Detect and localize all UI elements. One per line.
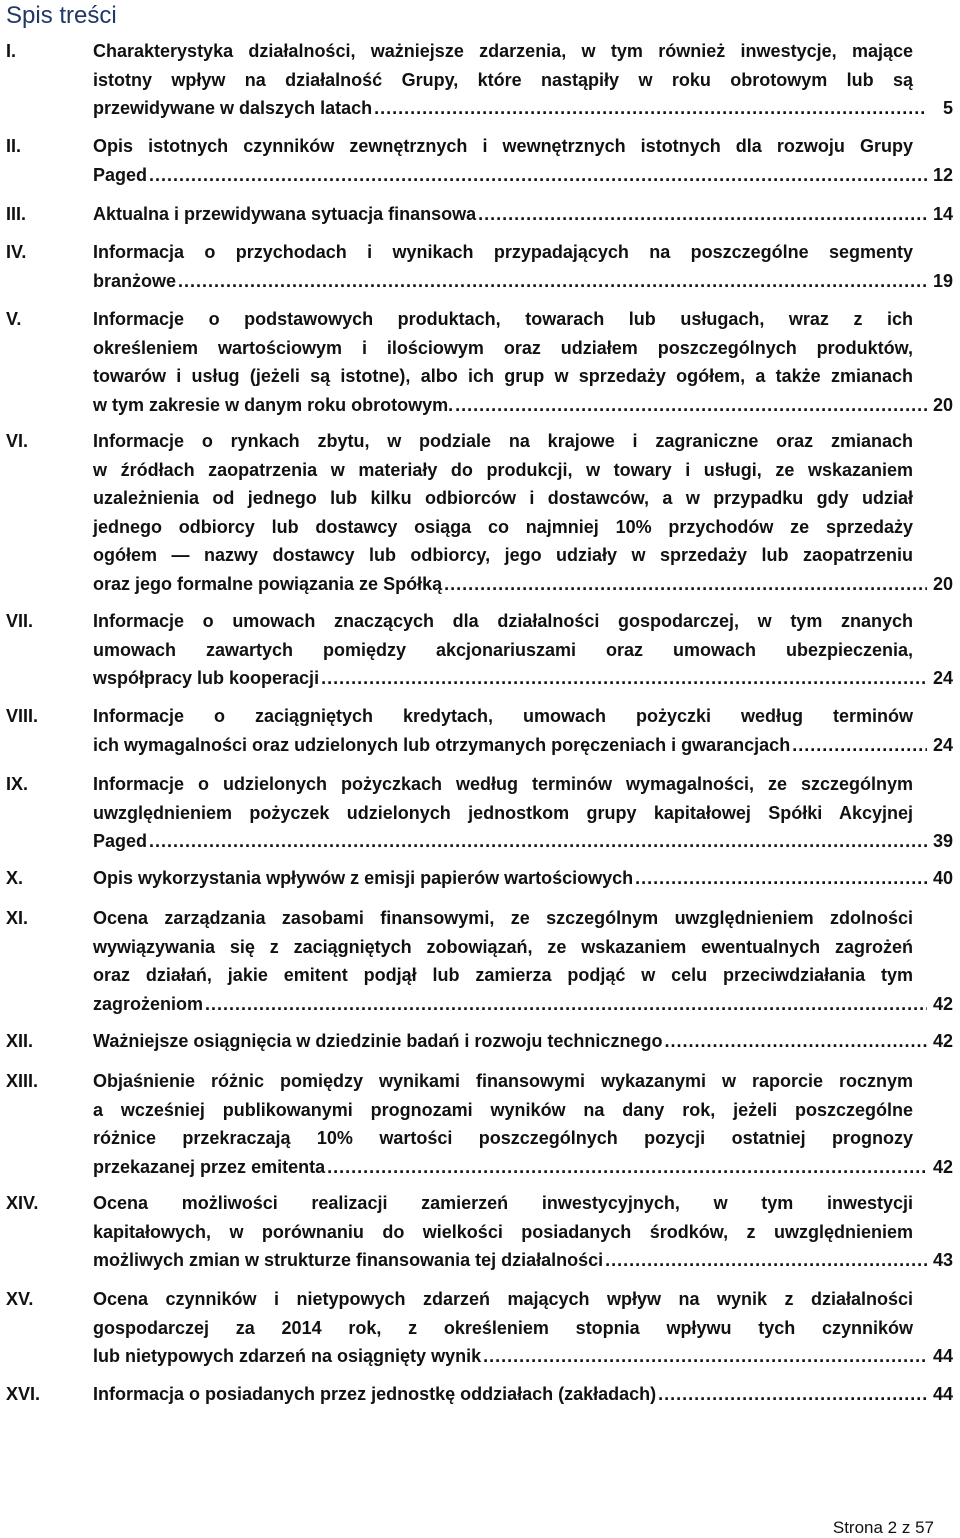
toc-entry-number: IV. — [6, 242, 27, 262]
toc-entry-line: Ocena możliwości realizacji zamierzeń inwestycyjnych, w tym inwestycji — [93, 1193, 913, 1213]
toc-entry-text — [93, 1285, 953, 1371]
toc-page-number[interactable]: 14 — [932, 204, 953, 224]
toc-page-number[interactable]: 5 — [942, 98, 953, 118]
toc-entry-last-text: oraz jego formalne powiązania ze Spółką — [93, 573, 443, 594]
toc-entry-number: XII. — [6, 1031, 34, 1051]
toc-entry-text — [93, 904, 953, 1018]
toc-entry-last-line[interactable] — [93, 731, 953, 760]
toc-entry-last-line[interactable] — [93, 1342, 953, 1371]
toc-entry-number: X. — [6, 868, 24, 888]
toc-page-number[interactable]: 19 — [932, 270, 953, 291]
dot-leader — [444, 570, 927, 599]
toc-entry-line: różnice przekraczają 10% wartości poszczególnych pozycji ostatniej prognozy — [93, 1128, 913, 1148]
toc-entry-last-line[interactable] — [93, 570, 953, 599]
toc-entry-last-text: Paged — [93, 831, 148, 851]
toc-entry-line: określeniem wartościowym i ilościowym oraz udziałem poszczególnych produktów, — [93, 337, 913, 358]
dot-leader — [455, 391, 927, 420]
toc-entry-text — [93, 305, 953, 419]
toc-page-number[interactable]: 44 — [932, 1384, 953, 1404]
toc-entry-line: uzależnienia od jednego lub kilku odbiorców i dostawców, a w przypadku gdy udział — [93, 488, 913, 508]
toc-entry-last-text: Ważniejsze osiągnięcia w dziedzinie badań i rozwoju technicznego — [93, 1031, 663, 1051]
toc-entry-line: Informacje o rynkach zbytu, w podziale na krajowe i zagraniczne oraz zmianach — [93, 431, 913, 451]
dot-leader — [478, 200, 927, 229]
page-title: Spis treści — [6, 2, 117, 29]
toc-entry-number: I. — [6, 41, 17, 61]
toc-entry-number: VII. — [6, 611, 34, 631]
toc-entry-number: XIII. — [6, 1071, 39, 1091]
toc-entry-line: uwzględnieniem pożyczek udzielonych jednostkom grupy kapitałowej Spółki Akcyjnej — [93, 802, 913, 823]
toc-entry-line: Informacja o przychodach i wynikach przypadających na poszczególne segmenty — [93, 242, 913, 262]
dot-leader — [374, 94, 927, 123]
toc-entry-line: Informacje o podstawowych produktach, towarach lub usługach, wraz z ich — [93, 309, 913, 329]
toc-entry-last-line[interactable] — [93, 267, 953, 296]
toc-page-number[interactable]: 42 — [932, 1031, 953, 1051]
dot-leader — [605, 1246, 927, 1275]
toc-entry-last-line[interactable] — [93, 161, 953, 190]
toc-entry-last-line[interactable] — [93, 1246, 953, 1275]
toc-page-number[interactable]: 24 — [932, 734, 953, 755]
toc-entry-line: oraz działań, jakie emitent podjął lub zamierza podjąć w celu przeciwdziałania tym — [93, 965, 913, 985]
toc-entry-text — [93, 1067, 953, 1181]
toc-entry-line: wywiązywania się z zaciągniętych zobowiązań, ze wskazaniem ewentualnych zagrożeń — [93, 936, 913, 957]
toc-entry-text — [93, 607, 953, 693]
toc-page-number[interactable]: 24 — [932, 668, 953, 688]
dot-leader — [327, 1153, 927, 1182]
toc-page-number[interactable]: 43 — [932, 1250, 953, 1270]
toc-entry-line: jednego odbiorcy lub dostawcy osiąga co najmniej 10% przychodów ze sprzedaży — [93, 516, 913, 537]
toc-entry-number: XI. — [6, 908, 29, 928]
toc-page-number[interactable]: 12 — [932, 164, 953, 185]
page-footer: Strona 2 z 57 — [832, 1518, 934, 1537]
toc-entry-last-line[interactable] — [93, 864, 953, 893]
toc-entry-last-text: branżowe — [93, 270, 177, 291]
toc-entry-number: IX. — [6, 774, 29, 794]
toc-entry-number: XVI. — [6, 1384, 41, 1404]
toc-entry-last-line[interactable] — [93, 1153, 953, 1182]
toc-entry-last-text: zagrożeniom — [93, 993, 204, 1014]
toc-entry-line: w źródłach zaopatrzenia w materiały do produkcji, w towary i usługi, ze wskazaniem — [93, 459, 913, 480]
toc-entry-line: Charakterystyka działalności, ważniejsze zdarzenia, w tym również inwestycje, mające — [93, 41, 913, 61]
toc-entry-last-line[interactable] — [93, 200, 953, 229]
toc-entry-last-text: Paged — [93, 164, 148, 185]
toc-page-number[interactable]: 42 — [932, 993, 953, 1014]
toc-entry-number: XV. — [6, 1289, 34, 1309]
toc-entry-line: gospodarczej za 2014 rok, z określeniem stopnia wpływu tych czynników — [93, 1317, 913, 1338]
toc-entry-text — [93, 200, 953, 229]
toc-entry-last-text: współpracy lub kooperacji — [93, 668, 320, 688]
toc-entry-text — [93, 702, 953, 759]
toc-entry-number: V. — [6, 309, 22, 329]
toc-entry-number: II. — [6, 136, 22, 156]
toc-entry-last-line[interactable] — [93, 1027, 953, 1056]
toc-entry-line: istotny wpływ na działalność Grupy, które nastąpiły w roku obrotowym lub są — [93, 69, 913, 90]
dot-leader — [178, 267, 927, 296]
toc-entry-number: III. — [6, 204, 27, 224]
toc-entry-last-text: Informacja o posiadanych przez jednostkę oddziałach (zakładach) — [93, 1384, 657, 1404]
toc-page-number[interactable]: 39 — [932, 831, 953, 851]
toc-entry-line: Informacje o umowach znaczących dla działalności gospodarczej, w tym znanych — [93, 611, 913, 631]
toc-entry-last-line[interactable] — [93, 827, 953, 856]
toc-page-number[interactable]: 42 — [932, 1156, 953, 1177]
dot-leader — [658, 1380, 927, 1409]
toc-entry-line: ogółem — nazwy dostawcy lub odbiorcy, jego udziały w sprzedaży lub zaopatrzeniu — [93, 545, 913, 565]
toc-entry-last-text: Aktualna i przewidywana sytuacja finansowa — [93, 204, 477, 224]
toc-entry-text — [93, 864, 953, 893]
toc-entry-text — [93, 37, 953, 123]
toc-entry-text — [93, 770, 953, 856]
toc-entry-last-line[interactable] — [93, 1380, 953, 1409]
toc-entry-line: Informacje o udzielonych pożyczkach według terminów wymagalności, ze szczególnym — [93, 774, 913, 794]
toc-entry-number: VI. — [6, 431, 29, 451]
toc-entry-text — [93, 1027, 953, 1056]
toc-entry-line: Ocena zarządzania zasobami finansowymi, ze szczególnym uwzględnieniem zdolności — [93, 908, 913, 928]
toc-entry-last-text: lub nietypowych zdarzeń na osiągnięty wynik — [93, 1346, 482, 1366]
toc-page-number[interactable]: 40 — [932, 868, 953, 888]
dot-leader — [205, 990, 927, 1019]
dot-leader — [635, 864, 927, 893]
toc-page-number[interactable]: 20 — [932, 573, 953, 594]
toc-page-number[interactable]: 20 — [932, 394, 953, 415]
toc-entry-line: Informacje o zaciągniętych kredytach, umowach pożyczki według terminów — [93, 706, 913, 726]
dot-leader — [321, 664, 927, 693]
toc-entry-last-text: w tym zakresie w danym roku obrotowym. — [93, 394, 454, 415]
toc-entry-last-line[interactable] — [93, 664, 953, 693]
toc-entry-last-line[interactable] — [93, 94, 953, 123]
toc-entry-text — [93, 427, 953, 598]
dot-leader — [792, 731, 927, 760]
toc-entry-last-line[interactable] — [93, 391, 953, 420]
toc-entry-number: XIV. — [6, 1193, 39, 1213]
toc-page-number[interactable]: 44 — [932, 1346, 953, 1366]
toc-entry-line: kapitałowych, w porównaniu do wielkości posiadanych środków, z uwzględnieniem — [93, 1221, 913, 1242]
toc-entry-last-text: możliwych zmian w strukturze finansowania tej działalności — [93, 1250, 604, 1270]
toc-entry-line: Opis istotnych czynników zewnętrznych i wewnętrznych istotnych dla rozwoju Grupy — [93, 136, 913, 156]
toc-entry-line: a wcześniej publikowanymi prognozami wyników na dany rok, jeżeli poszczególne — [93, 1099, 913, 1120]
toc-entry-line: Ocena czynników i nietypowych zdarzeń mających wpływ na wynik z działalności — [93, 1289, 913, 1309]
toc-entry-line: Objaśnienie różnic pomiędzy wynikami finansowymi wykazanymi w raporcie rocznym — [93, 1071, 913, 1091]
toc-entry-text — [93, 132, 953, 189]
toc-entry-last-text: przekazanej przez emitenta — [93, 1156, 326, 1177]
dot-leader — [664, 1027, 927, 1056]
dot-leader — [483, 1342, 927, 1371]
toc-entry-last-text: Opis wykorzystania wpływów z emisji papierów wartościowych — [93, 868, 634, 888]
toc-entry-last-line[interactable] — [93, 990, 953, 1019]
dot-leader — [149, 827, 927, 856]
toc-entry-last-text: ich wymagalności oraz udzielonych lub otrzymanych poręczeniach i gwarancjach — [93, 734, 791, 755]
toc-entry-text — [93, 238, 953, 295]
toc-entry-last-text: przewidywane w dalszych latach — [93, 98, 373, 118]
toc-entry-number: VIII. — [6, 706, 39, 726]
toc-entry-line: umowach zawartych pomiędzy akcjonariuszami oraz umowach ubezpieczenia, — [93, 639, 913, 660]
toc-entry-text — [93, 1189, 953, 1275]
dot-leader — [149, 161, 927, 190]
toc-entry-line: towarów i usług (jeżeli są istotne), albo ich grup w sprzedaży ogółem, a także zmianach — [93, 366, 913, 386]
toc-entry-text — [93, 1380, 953, 1409]
